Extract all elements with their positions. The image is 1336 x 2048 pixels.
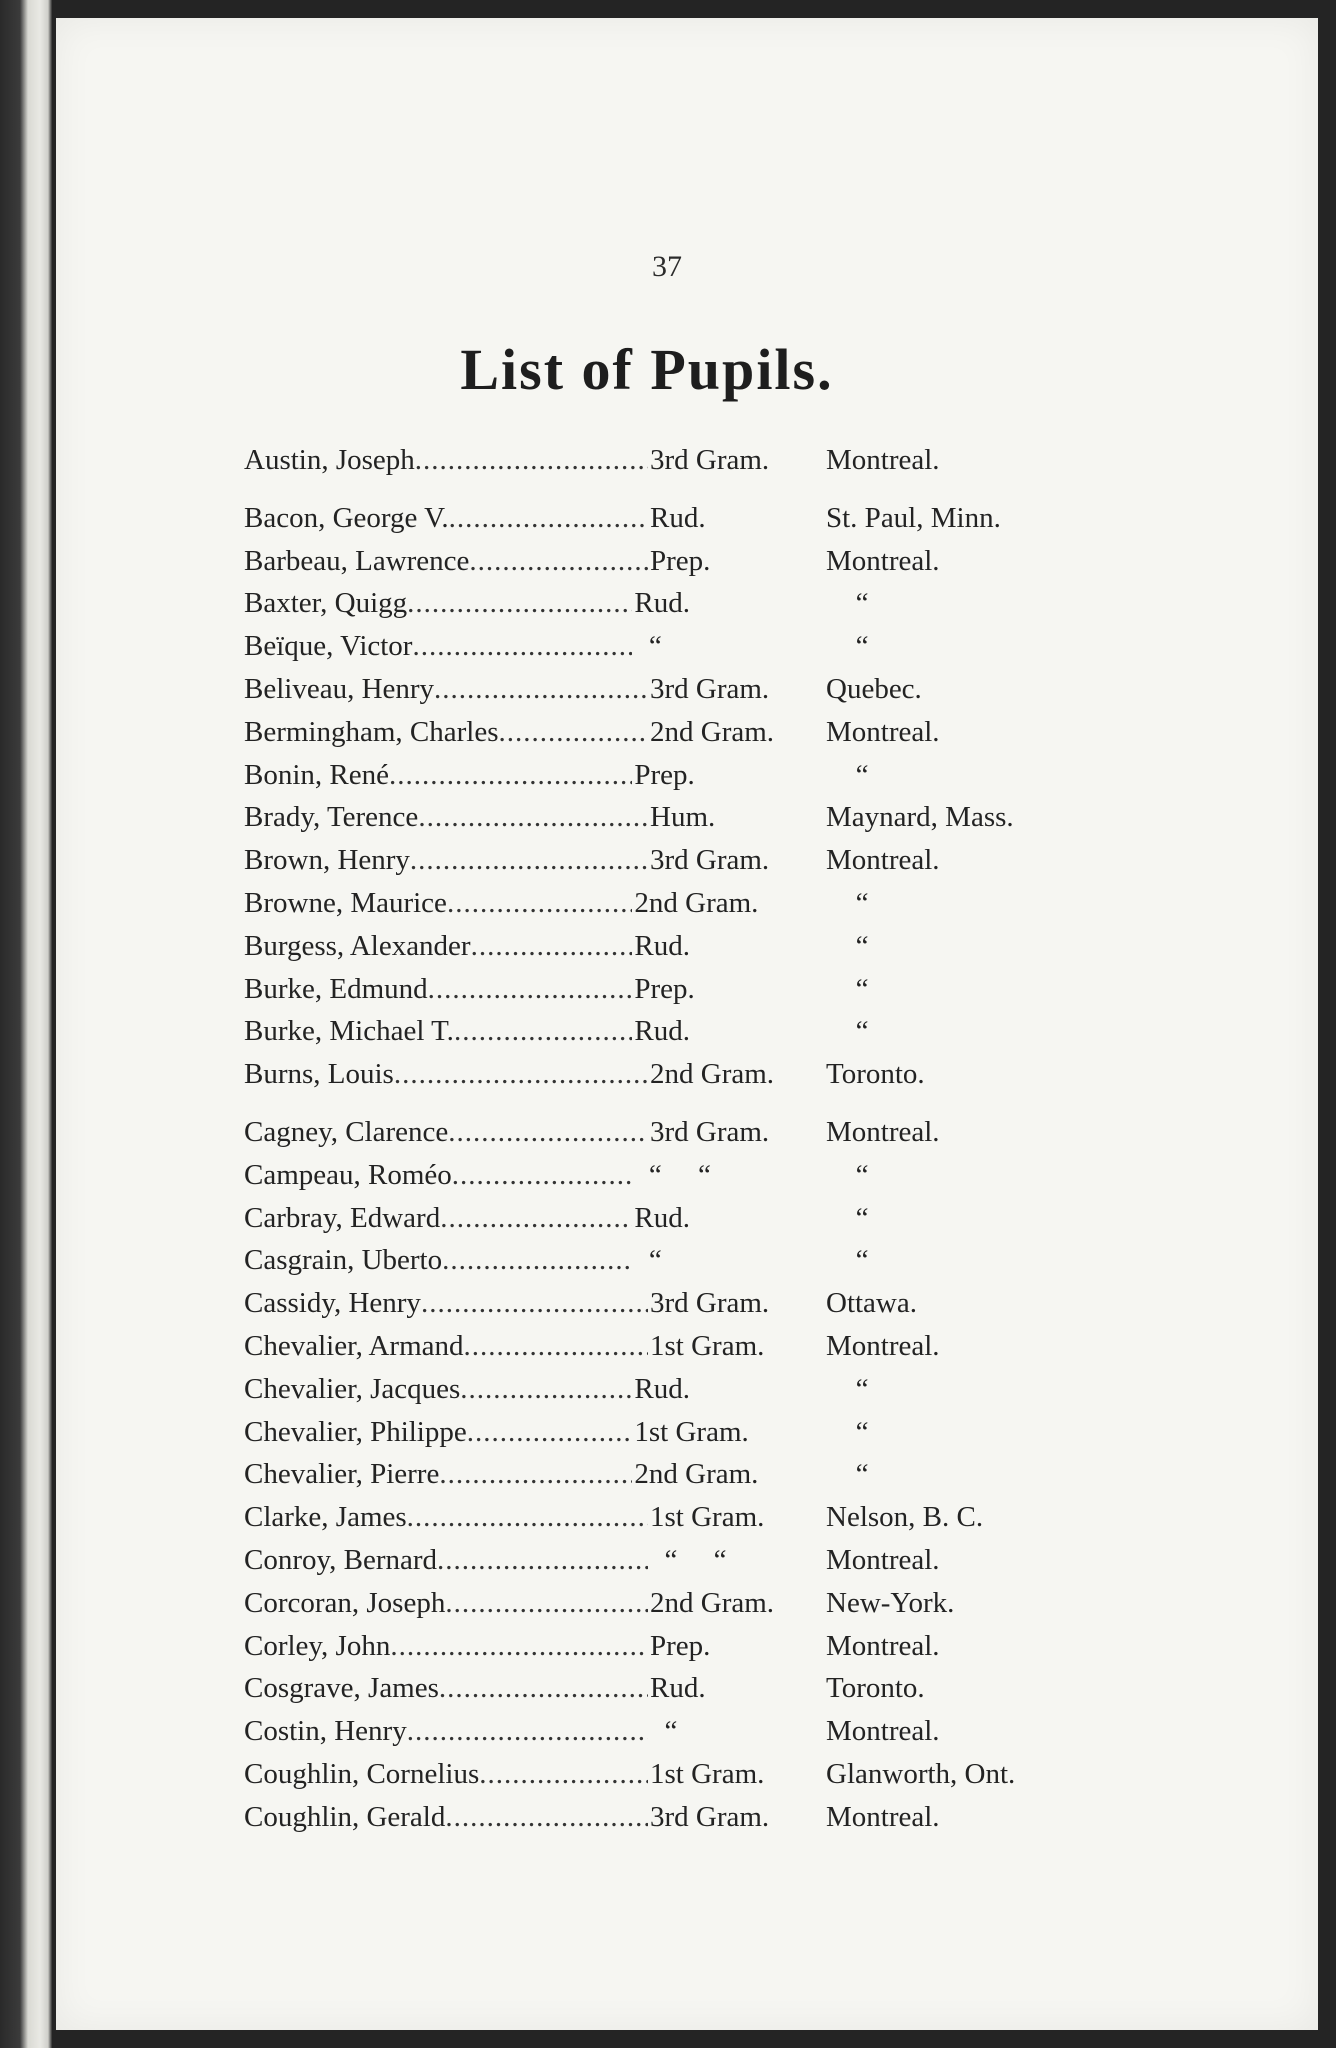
pupil-city: “ <box>855 1372 869 1405</box>
leader-dots <box>390 1630 648 1663</box>
pupil-row <box>244 716 1144 759</box>
pupil-class: Rud. <box>650 501 706 534</box>
pupil-row <box>244 1587 1144 1630</box>
pupil-class: 2nd Gram. <box>650 1058 775 1091</box>
pupil-city: St. Paul, Minn. <box>826 501 1001 534</box>
leader-dots <box>418 801 648 834</box>
leader-dots <box>437 1544 648 1577</box>
leader-dots <box>440 1202 632 1235</box>
pupil-name-cell <box>244 1287 648 1320</box>
leader-dots <box>445 1587 648 1620</box>
pupil-name-cell <box>244 1202 632 1235</box>
pupil-class: “ <box>634 630 662 663</box>
pupil-name: Corley, John <box>244 1629 391 1662</box>
pupil-city: Montreal. <box>826 1329 940 1362</box>
pupil-name-cell <box>244 887 632 920</box>
leader-dots <box>415 444 648 477</box>
pupil-city: New-York. <box>826 1586 955 1619</box>
pupil-name-cell <box>244 1015 632 1048</box>
pupil-row <box>244 1287 1144 1330</box>
pupil-name: Cagney, Clarence <box>244 1115 449 1148</box>
leader-dots <box>439 1458 632 1491</box>
pupil-name: Chevalier, Armand <box>244 1329 464 1362</box>
pupil-name: Chevalier, Jacques <box>244 1372 461 1405</box>
pupil-name-cell <box>244 973 632 1006</box>
pupil-row <box>244 930 1144 973</box>
pupil-name-cell <box>244 587 632 620</box>
pupil-class: Prep. <box>634 758 695 791</box>
pupil-city: “ <box>855 1458 869 1491</box>
pupil-row <box>244 887 1144 930</box>
pupil-row <box>244 1416 1144 1459</box>
pupil-row <box>244 1015 1144 1058</box>
pupil-class: Rud. <box>634 587 690 620</box>
pupil-city: Glanworth, Ont. <box>826 1757 1016 1790</box>
pupil-row <box>244 1501 1144 1544</box>
pupil-name: Baxter, Quigg <box>244 587 408 620</box>
leader-dots <box>447 887 632 920</box>
pupil-name: Campeau, Roméo <box>244 1158 452 1191</box>
pupil-name: Austin, Joseph <box>244 444 415 476</box>
pupil-class: Prep. <box>634 972 695 1005</box>
pupil-name-cell <box>244 1501 648 1534</box>
pupil-name-cell <box>244 673 648 706</box>
pupil-class: 3rd Gram. <box>650 672 770 705</box>
leader-dots <box>407 587 632 620</box>
pupil-row <box>244 444 1144 487</box>
pupil-name-cell <box>244 1244 632 1277</box>
pupil-name: Carbray, Edward <box>244 1201 441 1234</box>
pupil-name: Costin, Henry <box>244 1715 407 1748</box>
pupil-row <box>244 844 1144 887</box>
pupil-row <box>244 1058 1144 1101</box>
pupil-name-cell <box>244 844 648 877</box>
pupil-row <box>244 759 1144 802</box>
pupil-row <box>244 1244 1144 1287</box>
pupil-name-cell <box>244 1801 648 1834</box>
pupil-city: “ <box>855 972 869 1005</box>
pupil-city: Montreal. <box>826 1800 940 1833</box>
pupil-city: “ <box>855 630 869 663</box>
pupil-group <box>244 444 1144 487</box>
pupil-name: Clarke, James <box>244 1501 407 1534</box>
pupil-name-cell <box>244 630 632 663</box>
pupil-row <box>244 545 1144 588</box>
pupil-class: 3rd Gram. <box>650 1800 770 1833</box>
leader-dots <box>469 545 648 578</box>
pupil-class: 3rd Gram. <box>650 444 770 476</box>
pupil-class: Prep. <box>650 1629 711 1662</box>
pupil-row <box>244 1330 1144 1373</box>
leader-dots <box>412 630 632 663</box>
pupil-row <box>244 1630 1144 1673</box>
pupil-name: Brown, Henry <box>244 844 410 877</box>
pupil-city: “ <box>855 1244 869 1277</box>
leader-dots <box>428 973 633 1006</box>
pupil-city: Toronto. <box>826 1672 925 1705</box>
pupil-city: Toronto. <box>826 1058 925 1091</box>
leader-dots <box>439 1672 648 1705</box>
pupil-class: 3rd Gram. <box>650 844 770 877</box>
pupil-name: Conroy, Bernard <box>244 1543 438 1576</box>
pupil-row <box>244 1373 1144 1416</box>
pupil-city: “ <box>855 929 869 962</box>
pupil-list <box>244 444 1144 1859</box>
pupil-name-cell <box>244 1758 648 1791</box>
pupil-name-cell <box>244 1416 632 1449</box>
pupil-class: 1st Gram. <box>650 1757 765 1790</box>
pupil-name: Coughlin, Gerald <box>244 1800 446 1833</box>
pupil-name: Browne, Maurice <box>244 886 447 919</box>
pupil-city: “ <box>855 1415 869 1448</box>
pupil-name: Bonin, René <box>244 758 389 791</box>
pupil-name-cell <box>244 444 648 477</box>
pupil-name-cell <box>244 1373 632 1406</box>
pupil-row <box>244 1672 1144 1715</box>
leader-dots <box>454 1015 632 1048</box>
pupil-city: “ <box>855 886 869 919</box>
pupil-city: “ <box>855 758 869 791</box>
pupil-city: Maynard, Mass. <box>826 801 1014 834</box>
document-page <box>56 18 1318 2030</box>
pupil-class: Rud. <box>650 1672 706 1705</box>
pupil-city: Montreal. <box>826 1715 940 1748</box>
pupil-name-cell <box>244 1458 632 1491</box>
pupil-name: Burke, Edmund <box>244 972 428 1005</box>
pupil-name: Brady, Terence <box>244 801 419 834</box>
pupil-name-cell <box>244 1544 648 1577</box>
pupil-row <box>244 587 1144 630</box>
leader-dots <box>442 1244 632 1277</box>
pupil-name-cell <box>244 1116 648 1149</box>
pupil-class: “ <box>634 1244 662 1277</box>
pupil-class: 2nd Gram. <box>650 715 775 748</box>
leader-dots <box>449 502 648 535</box>
pupil-name: Cosgrave, James <box>244 1672 439 1705</box>
pupil-row <box>244 1116 1144 1159</box>
pupil-row <box>244 1544 1144 1587</box>
pupil-group <box>244 1116 1144 1844</box>
pupil-city: Nelson, B. C. <box>826 1501 984 1534</box>
pupil-class: “ <box>650 1715 678 1748</box>
pupil-class: 3rd Gram. <box>650 1115 770 1148</box>
pupil-name-cell <box>244 716 648 749</box>
leader-dots <box>452 1159 633 1192</box>
pupil-name: Casgrain, Uberto <box>244 1244 443 1277</box>
pupil-row <box>244 1458 1144 1501</box>
pupil-row <box>244 973 1144 1016</box>
pupil-row <box>244 1159 1144 1202</box>
pupil-name: Beliveau, Henry <box>244 672 435 705</box>
pupil-class: Rud. <box>634 1015 690 1048</box>
leader-dots <box>479 1758 648 1791</box>
pupil-name-cell <box>244 545 648 578</box>
pupil-name: Burgess, Alexander <box>244 929 471 962</box>
pupil-city: Ottawa. <box>826 1287 917 1320</box>
pupil-city: Montreal. <box>826 444 940 476</box>
pupil-city: Montreal. <box>826 1115 940 1148</box>
pupil-city: “ <box>855 1015 869 1048</box>
leader-dots <box>464 1330 649 1363</box>
page-number: 37 <box>652 250 682 283</box>
pupil-name: Chevalier, Pierre <box>244 1458 440 1491</box>
pupil-city: Montreal. <box>826 844 940 877</box>
pupil-city: Montreal. <box>826 544 940 577</box>
pupil-city: Montreal. <box>826 1543 940 1576</box>
pupil-name: Bacon, George V. <box>244 501 449 534</box>
pupil-row <box>244 673 1144 716</box>
leader-dots <box>448 1116 648 1149</box>
leader-dots <box>467 1416 633 1449</box>
pupil-name-cell <box>244 1330 648 1363</box>
pupil-class: 2nd Gram. <box>650 1586 775 1619</box>
pupil-name-cell <box>244 1058 648 1091</box>
pupil-city: Quebec. <box>826 672 922 705</box>
pupil-group <box>244 502 1144 1101</box>
leader-dots <box>410 844 648 877</box>
pupil-class: “ “ <box>634 1158 711 1191</box>
pupil-name-cell <box>244 1715 648 1748</box>
leader-dots <box>421 1287 648 1320</box>
pupil-row <box>244 630 1144 673</box>
pupil-class: 3rd Gram. <box>650 1287 770 1320</box>
pupil-name: Coughlin, Cornelius <box>244 1757 480 1790</box>
pupil-city: “ <box>855 1158 869 1191</box>
pupil-row <box>244 1202 1144 1245</box>
pupil-name: Burns, Louis <box>244 1058 394 1091</box>
pupil-name-cell <box>244 1672 648 1705</box>
pupil-name: Bermingham, Charles <box>244 715 499 748</box>
pupil-name: Chevalier, Philippe <box>244 1415 467 1448</box>
leader-dots <box>434 673 648 706</box>
pupil-name: Burke, Michael T. <box>244 1015 454 1048</box>
pupil-name: Barbeau, Lawrence <box>244 544 470 577</box>
pupil-city: “ <box>855 587 869 620</box>
pupil-class: Rud. <box>634 929 690 962</box>
pupil-row <box>244 1715 1144 1758</box>
pupil-name-cell <box>244 1630 648 1663</box>
pupil-class: 1st Gram. <box>634 1415 749 1448</box>
pupil-name-cell <box>244 1587 648 1620</box>
leader-dots <box>407 1501 648 1534</box>
leader-dots <box>499 716 648 749</box>
pupil-class: Prep. <box>650 544 711 577</box>
pupil-class: Hum. <box>650 801 716 834</box>
pupil-row <box>244 502 1144 545</box>
facing-page-edge <box>0 0 52 2048</box>
leader-dots <box>445 1801 648 1834</box>
pupil-row <box>244 1801 1144 1844</box>
leader-dots <box>471 930 633 963</box>
pupil-class: 1st Gram. <box>650 1501 765 1534</box>
leader-dots <box>460 1373 632 1406</box>
pupil-class: “ “ <box>650 1543 727 1576</box>
pupil-name: Beïque, Victor <box>244 630 413 663</box>
pupil-name: Corcoran, Joseph <box>244 1586 446 1619</box>
leader-dots <box>394 1058 648 1091</box>
pupil-city: Montreal. <box>826 1629 940 1662</box>
pupil-row <box>244 801 1144 844</box>
pupil-name-cell <box>244 1159 632 1192</box>
pupil-row <box>244 1758 1144 1801</box>
pupil-name-cell <box>244 502 648 535</box>
pupil-name-cell <box>244 801 648 834</box>
pupil-name-cell <box>244 759 632 792</box>
leader-dots <box>389 759 632 792</box>
leader-dots <box>407 1715 648 1748</box>
pupil-city: Montreal. <box>826 715 940 748</box>
pupil-class: 2nd Gram. <box>634 1458 759 1491</box>
pupil-city: “ <box>855 1201 869 1234</box>
page-title: List of Pupils. <box>460 337 834 402</box>
pupil-class: Rud. <box>634 1372 690 1405</box>
pupil-name-cell <box>244 930 632 963</box>
pupil-class: Rud. <box>634 1201 690 1234</box>
pupil-class: 1st Gram. <box>650 1329 765 1362</box>
pupil-class: 2nd Gram. <box>634 886 759 919</box>
pupil-name: Cassidy, Henry <box>244 1287 421 1320</box>
